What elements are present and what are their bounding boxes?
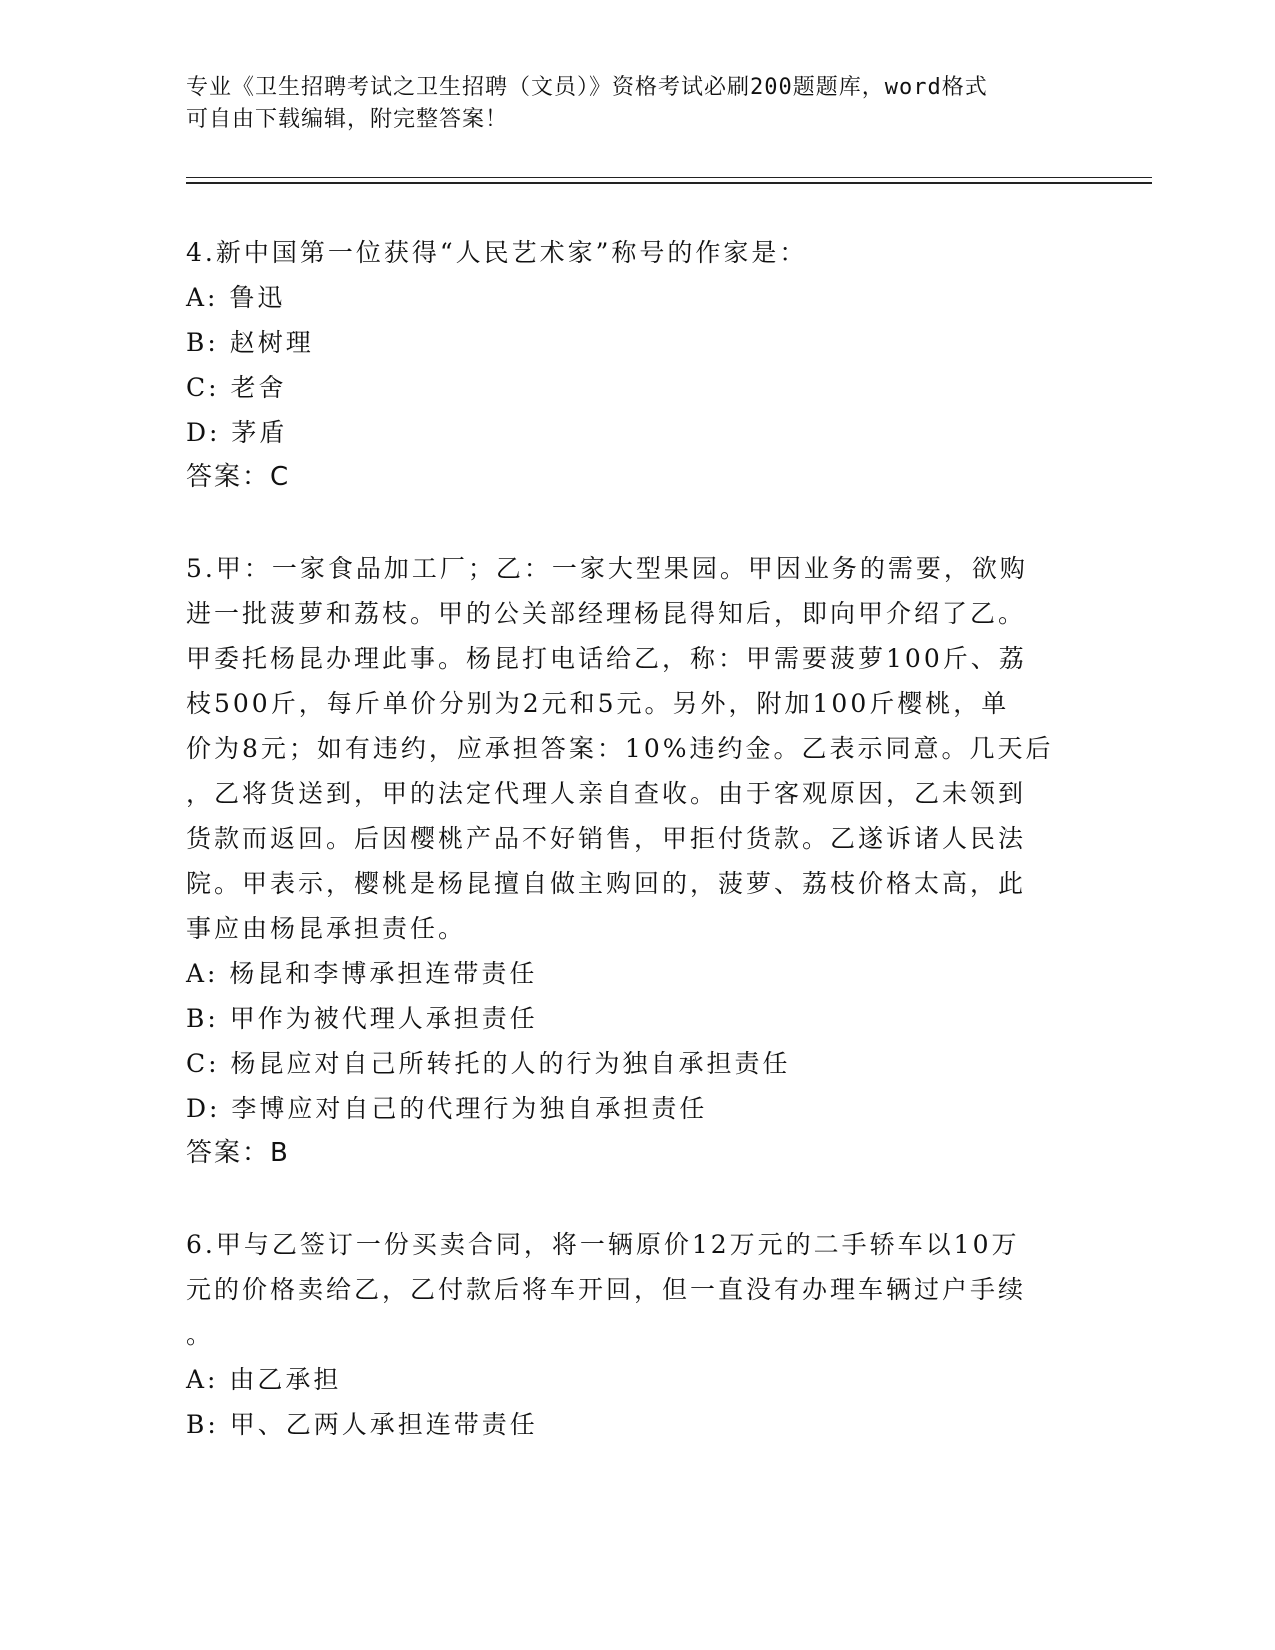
option-c: C: 老舍: [186, 373, 287, 402]
question-stem: [186, 546, 1086, 951]
divider-thick-line: [186, 182, 1152, 184]
stem-line: 甲委托杨昆办理此事。杨昆打电话给乙，称：甲需要菠萝100斤、荔: [186, 644, 1027, 673]
stem-line: 枝500斤，每斤单价分别为2元和5元。另外，附加100斤樱桃，单: [186, 689, 1010, 718]
question-4: [186, 230, 1086, 500]
header-divider: [186, 177, 1152, 184]
stem-line: 元的价格卖给乙，乙付款后将车开回，但一直没有办理车辆过户手续: [186, 1275, 1027, 1304]
stem-line: 6.甲与乙签订一份买卖合同，将一辆原价12万元的二手轿车以10万: [186, 1230, 1020, 1259]
stem-line: ，乙将货送到，甲的法定代理人亲自查收。由于客观原因，乙未领到: [186, 779, 1027, 808]
stem-line: 事应由杨昆承担责任。: [186, 914, 467, 943]
answer-key: 答案：C: [186, 462, 291, 492]
question-stem: [186, 1222, 1086, 1357]
question-6: [186, 1222, 1086, 1447]
option-d: D: 李博应对自己的代理行为独自承担责任: [186, 1094, 708, 1123]
question-stem: [186, 230, 1086, 275]
stem-line: 。: [186, 1320, 215, 1349]
stem-line: 5.甲：一家食品加工厂；乙：一家大型果园。甲因业务的需要，欲购: [186, 554, 1028, 583]
option-d: D: 茅盾: [186, 418, 288, 447]
divider-thin-line: [186, 177, 1152, 178]
stem-line: 进一批菠萝和荔枝。甲的公关部经理杨昆得知后，即向甲介绍了乙。: [186, 599, 1027, 628]
answer-key: 答案：B: [186, 1138, 290, 1168]
option-b: B: 赵树理: [186, 328, 314, 357]
option-a: A: 由乙承担: [186, 1365, 342, 1394]
header-title-line-2: 可自由下载编辑，附完整答案！: [186, 107, 509, 132]
option-a: A: 杨昆和李博承担连带责任: [186, 959, 538, 988]
question-5: [186, 546, 1086, 1176]
stem-line: 价为8元；如有违约，应承担答案：10%违约金。乙表示同意。几天后: [186, 734, 1054, 763]
option-b: B: 甲作为被代理人承担责任: [186, 1004, 538, 1033]
stem-line: 货款而返回。后因樱桃产品不好销售，甲拒付货款。乙遂诉诸人民法: [186, 824, 1027, 853]
question-list: [186, 230, 1086, 1493]
option-c: C: 杨昆应对自己所转托的人的行为独自承担责任: [186, 1049, 791, 1078]
option-a: A: 鲁迅: [186, 283, 286, 312]
stem-line: 院。甲表示，樱桃是杨昆擅自做主购回的，菠萝、荔枝价格太高，此: [186, 869, 1027, 898]
document-header: [186, 72, 1066, 136]
stem-line: 4.新中国第一位获得“人民艺术家”称号的作家是：: [186, 238, 808, 267]
header-title-line-1: 专业《卫生招聘考试之卫生招聘（文员）》资格考试必刷200题题库，word格式: [186, 75, 988, 100]
option-b: B: 甲、乙两人承担连带责任: [186, 1410, 538, 1439]
